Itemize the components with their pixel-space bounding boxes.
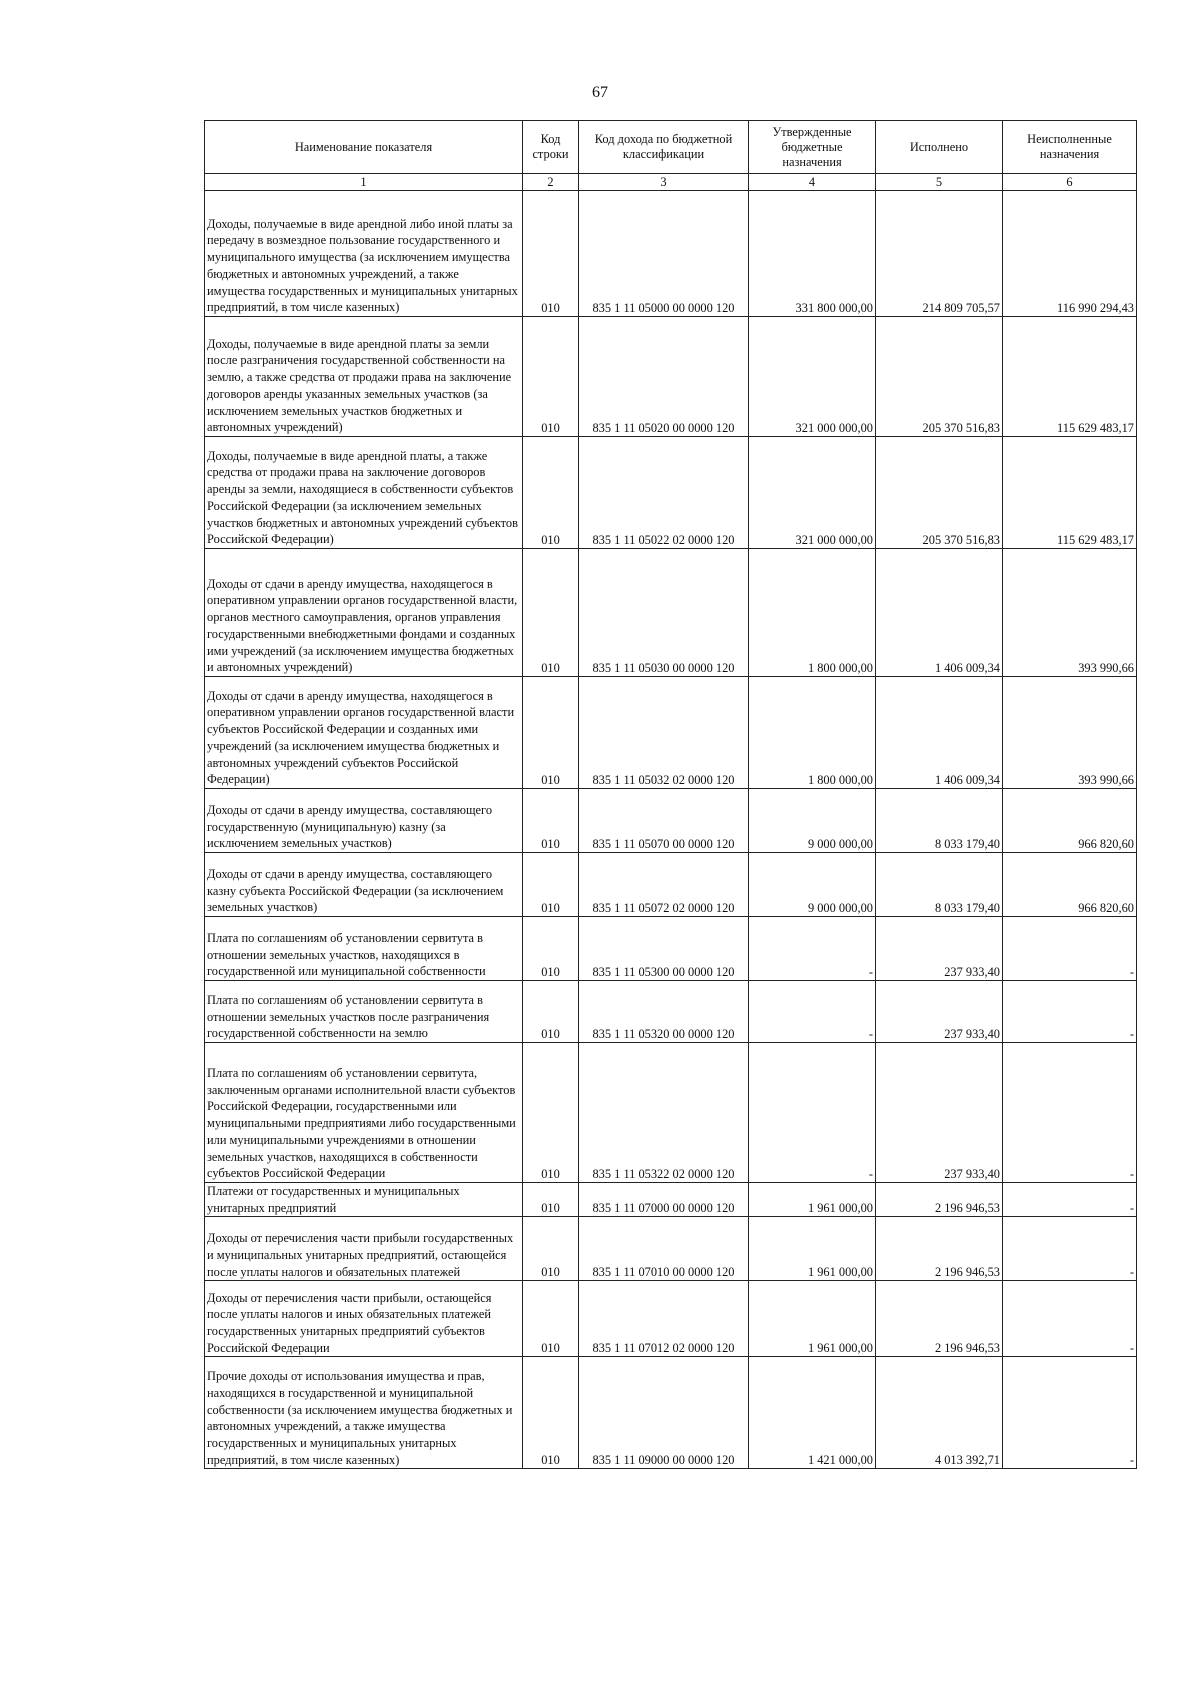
table-row	[205, 549, 1137, 677]
page-number: 67	[592, 84, 608, 101]
column-number: 5	[876, 174, 1003, 191]
unexecuted-amount: 115 629 483,17	[1003, 437, 1137, 549]
header-name: Наименование показателя	[205, 121, 523, 174]
line-code: 010	[523, 789, 579, 853]
column-number-row	[205, 174, 1137, 191]
income-classification-code: 835 1 11 07012 02 0000 120	[579, 1281, 749, 1357]
approved-amount: 9 000 000,00	[749, 789, 876, 853]
approved-amount: 321 000 000,00	[749, 317, 876, 437]
line-code: 010	[523, 1281, 579, 1357]
table-row	[205, 191, 1137, 317]
approved-amount: -	[749, 981, 876, 1043]
line-code: 010	[523, 437, 579, 549]
indicator-name: Доходы от сдачи в аренду имущества, составляющего казну субъекта Российской Федерации (за исключением земельных участков)	[205, 853, 523, 917]
executed-amount: 205 370 516,83	[876, 317, 1003, 437]
column-number: 3	[579, 174, 749, 191]
table-row	[205, 1043, 1137, 1183]
income-classification-code: 835 1 11 05022 02 0000 120	[579, 437, 749, 549]
table-row	[205, 1183, 1137, 1217]
unexecuted-amount: -	[1003, 917, 1137, 981]
unexecuted-amount: 966 820,60	[1003, 853, 1137, 917]
executed-amount: 237 933,40	[876, 917, 1003, 981]
column-number: 6	[1003, 174, 1137, 191]
header-approved: Утвержденные бюджетные назначения	[749, 121, 876, 174]
table-row	[205, 1281, 1137, 1357]
indicator-name: Платежи от государственных и муниципальных унитарных предприятий	[205, 1183, 523, 1217]
income-classification-code: 835 1 11 05070 00 0000 120	[579, 789, 749, 853]
executed-amount: 1 406 009,34	[876, 677, 1003, 789]
approved-amount: -	[749, 1043, 876, 1183]
line-code: 010	[523, 1357, 579, 1469]
indicator-name: Доходы от сдачи в аренду имущества, находящегося в оперативном управлении органов государственной власти, органов местного самоуправления, органов управления государственными внебюджетными фондами и созданных ими учреждений (за исключением имущества бюджетных и автономных учреждений)	[205, 549, 523, 677]
table-row	[205, 789, 1137, 853]
line-code: 010	[523, 549, 579, 677]
indicator-name: Доходы, получаемые в виде арендной либо иной платы за передачу в возмездное пользование государственного и муниципального имущества (за исключением имущества бюджетных и автономных учреждений, а также имущества государственных и муниципальных унитарных предприятий, в том числе казенных)	[205, 191, 523, 317]
indicator-name: Прочие доходы от использования имущества и прав, находящихся в государственной и муниципальной собственности (за исключением имущества бюджетных и автономных учреждений, а также имущества государственных и муниципальных унитарных предприятий, в том числе казенных)	[205, 1357, 523, 1469]
income-classification-code: 835 1 11 05000 00 0000 120	[579, 191, 749, 317]
executed-amount: 237 933,40	[876, 981, 1003, 1043]
income-classification-code: 835 1 11 05322 02 0000 120	[579, 1043, 749, 1183]
unexecuted-amount: 966 820,60	[1003, 789, 1137, 853]
unexecuted-amount: 393 990,66	[1003, 549, 1137, 677]
income-classification-code: 835 1 11 07000 00 0000 120	[579, 1183, 749, 1217]
unexecuted-amount: 116 990 294,43	[1003, 191, 1137, 317]
indicator-name: Доходы от перечисления части прибыли, остающейся после уплаты налогов и иных обязательных платежей государственных унитарных предприятий субъектов Российской Федерации	[205, 1281, 523, 1357]
executed-amount: 2 196 946,53	[876, 1281, 1003, 1357]
unexecuted-amount: -	[1003, 1183, 1137, 1217]
executed-amount: 237 933,40	[876, 1043, 1003, 1183]
unexecuted-amount: 115 629 483,17	[1003, 317, 1137, 437]
executed-amount: 8 033 179,40	[876, 789, 1003, 853]
approved-amount: 1 961 000,00	[749, 1217, 876, 1281]
income-report-table	[204, 120, 1137, 1469]
table-row	[205, 853, 1137, 917]
line-code: 010	[523, 1217, 579, 1281]
table-row	[205, 1357, 1137, 1469]
column-number: 1	[205, 174, 523, 191]
header-unexecuted: Неисполненные назначения	[1003, 121, 1137, 174]
table-row	[205, 981, 1137, 1043]
line-code: 010	[523, 317, 579, 437]
indicator-name: Доходы от сдачи в аренду имущества, находящегося в оперативном управлении органов государственной власти субъектов Российской Федерации и созданных ими учреждений (за исключением имущества бюджетных и автономных учреждений субъектов Российской Федерации)	[205, 677, 523, 789]
line-code: 010	[523, 191, 579, 317]
unexecuted-amount: 393 990,66	[1003, 677, 1137, 789]
executed-amount: 2 196 946,53	[876, 1217, 1003, 1281]
column-number: 2	[523, 174, 579, 191]
unexecuted-amount: -	[1003, 1217, 1137, 1281]
unexecuted-amount: -	[1003, 981, 1137, 1043]
income-classification-code: 835 1 11 05020 00 0000 120	[579, 317, 749, 437]
executed-amount: 1 406 009,34	[876, 549, 1003, 677]
line-code: 010	[523, 853, 579, 917]
table-row	[205, 437, 1137, 549]
indicator-name: Доходы, получаемые в виде арендной платы, а также средства от продажи права на заключение договоров аренды за земли, находящиеся в собственности субъектов Российской Федерации (за исключением земельных участков бюджетных и автономных учреждений субъектов Российской Федерации)	[205, 437, 523, 549]
executed-amount: 8 033 179,40	[876, 853, 1003, 917]
indicator-name: Плата по соглашениям об установлении сервитута, заключенным органами исполнительной власти субъектов Российской Федерации, государственными или муниципальными предприятиями либо государственными или муниципальными учреждениями в отношении земельных участков, находящихся в собственности субъектов Российской Федерации	[205, 1043, 523, 1183]
table-row	[205, 1217, 1137, 1281]
line-code: 010	[523, 677, 579, 789]
executed-amount: 205 370 516,83	[876, 437, 1003, 549]
header-line-code: Код строки	[523, 121, 579, 174]
approved-amount: 9 000 000,00	[749, 853, 876, 917]
table-row	[205, 317, 1137, 437]
line-code: 010	[523, 917, 579, 981]
approved-amount: 331 800 000,00	[749, 191, 876, 317]
header-row	[205, 121, 1137, 174]
income-classification-code: 835 1 11 09000 00 0000 120	[579, 1357, 749, 1469]
income-classification-code: 835 1 11 05300 00 0000 120	[579, 917, 749, 981]
indicator-name: Плата по соглашениям об установлении сервитута в отношении земельных участков после разграничения государственной собственности на землю	[205, 981, 523, 1043]
table-row	[205, 917, 1137, 981]
line-code: 010	[523, 981, 579, 1043]
unexecuted-amount: -	[1003, 1043, 1137, 1183]
indicator-name: Доходы от перечисления части прибыли государственных и муниципальных унитарных предприятий, остающейся после уплаты налогов и обязательных платежей	[205, 1217, 523, 1281]
income-classification-code: 835 1 11 05030 00 0000 120	[579, 549, 749, 677]
approved-amount: 1 800 000,00	[749, 549, 876, 677]
header-executed: Исполнено	[876, 121, 1003, 174]
table-row	[205, 677, 1137, 789]
unexecuted-amount: -	[1003, 1357, 1137, 1469]
income-classification-code: 835 1 11 05072 02 0000 120	[579, 853, 749, 917]
indicator-name: Плата по соглашениям об установлении сервитута в отношении земельных участков, находящихся в государственной или муниципальной собственности	[205, 917, 523, 981]
header-income-code: Код дохода по бюджетной классификации	[579, 121, 749, 174]
income-classification-code: 835 1 11 07010 00 0000 120	[579, 1217, 749, 1281]
line-code: 010	[523, 1043, 579, 1183]
executed-amount: 214 809 705,57	[876, 191, 1003, 317]
approved-amount: 1 961 000,00	[749, 1281, 876, 1357]
line-code: 010	[523, 1183, 579, 1217]
column-number: 4	[749, 174, 876, 191]
indicator-name: Доходы, получаемые в виде арендной платы за земли после разграничения государственной собственности на землю, а также средства от продажи права на заключение договоров аренды указанных земельных участков (за исключением земельных участков бюджетных и автономных учреждений)	[205, 317, 523, 437]
income-classification-code: 835 1 11 05032 02 0000 120	[579, 677, 749, 789]
unexecuted-amount: -	[1003, 1281, 1137, 1357]
approved-amount: 1 421 000,00	[749, 1357, 876, 1469]
approved-amount: 321 000 000,00	[749, 437, 876, 549]
indicator-name: Доходы от сдачи в аренду имущества, составляющего государственную (муниципальную) казну (за исключением земельных участков)	[205, 789, 523, 853]
approved-amount: -	[749, 917, 876, 981]
executed-amount: 2 196 946,53	[876, 1183, 1003, 1217]
approved-amount: 1 800 000,00	[749, 677, 876, 789]
income-classification-code: 835 1 11 05320 00 0000 120	[579, 981, 749, 1043]
executed-amount: 4 013 392,71	[876, 1357, 1003, 1469]
approved-amount: 1 961 000,00	[749, 1183, 876, 1217]
